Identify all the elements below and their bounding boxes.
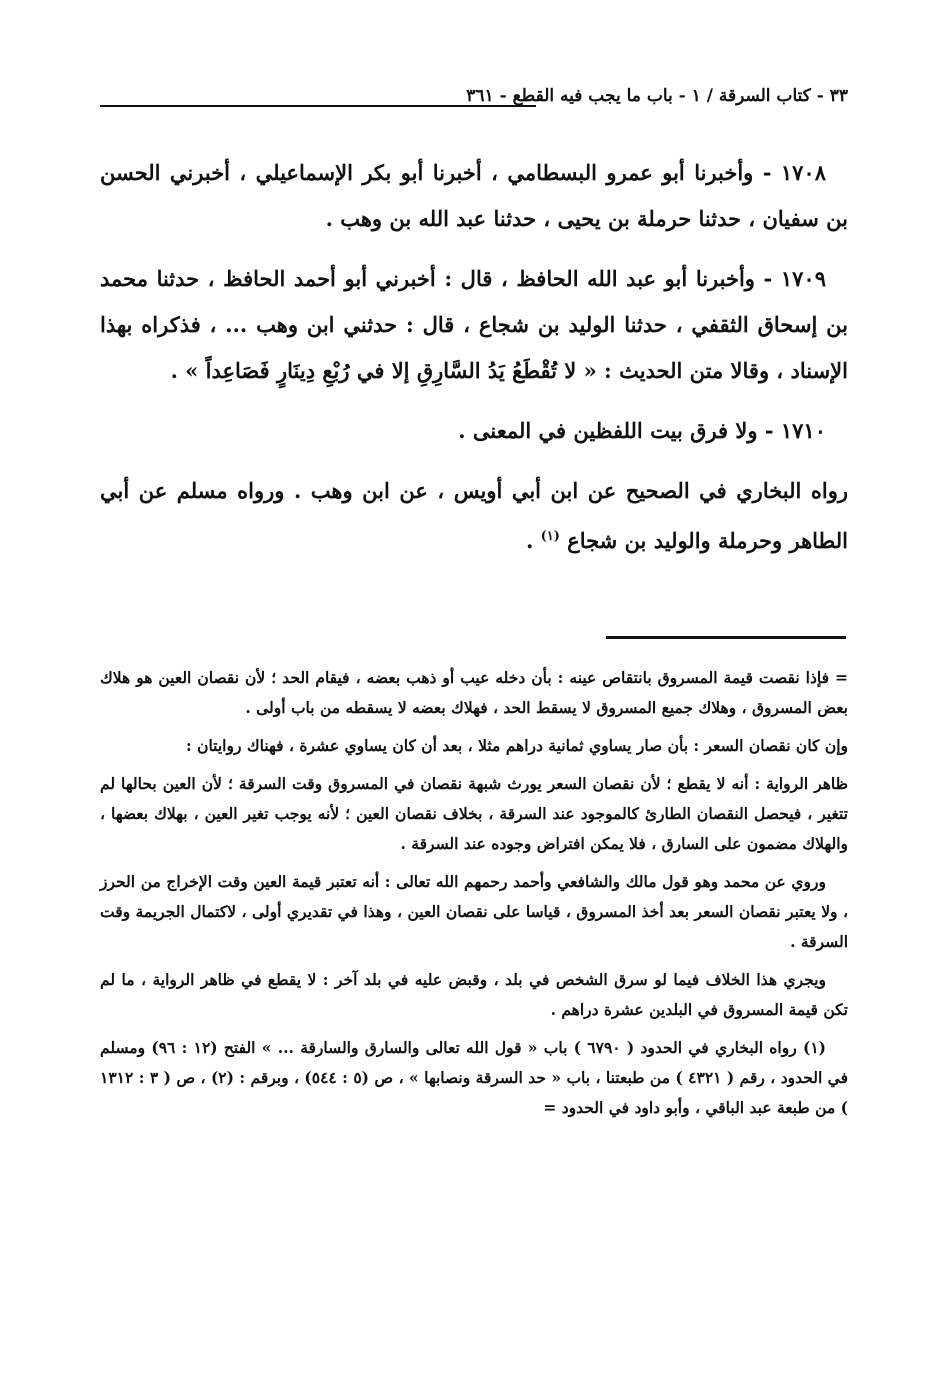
footnote-marker: (١) — [540, 529, 560, 544]
narration-paragraph: رواه البخاري في الصحيح عن ابن أبي أويس ، عن ابن وهب . ورواه مسلم عن أبي الطاهر وحرملة والوليد بن شجاع $^{(١)}$ . — [100, 478, 848, 553]
narration-text: رواه البخاري في الصحيح عن ابن أبي أويس ، عن ابن وهب . ورواه مسلم عن أبي الطاهر وحرملة والوليد بن شجاع — [100, 478, 848, 553]
footnote-separator — [606, 636, 846, 639]
header-rule — [100, 105, 536, 107]
hadith-1710: ١٧١٠ - ولا فرق بيت اللفظين في المعنى . — [458, 418, 826, 443]
hadith-1709: ١٧٠٩ - وأخبرنا أبو عبد الله الحافظ ، قال : أخبرني أبو أحمد الحافظ ، حدثنا محمد بن إسحاق الثقفي ، حدثنا الوليد بن شجاع ، قال : حدثني ابن وهب ... ، فذكراه بهذا الإسناد ، وقالا متن الحديث : « لا تُقْطَعُ يَدُ السَّارِقِ إلا في رُبْعِ دِينَارٍ فَصَاعِداً » . — [100, 266, 849, 383]
footnotes — [100, 663, 848, 1131]
footnote-paragraph: ظاهر الرواية : أنه لا يقطع ؛ لأن نقصان السعر يورث شبهة نقصان في المسروق وقت السرقة ؛ لأن العين بحالها لم تتغير ، فيحصل النقصان الطارئ كالموجود عند السرقة ، بخلاف نقصان العين ؛ لأنه يوجب تغير العين ، بهلاك بعضها ، والهلاك مضمون على السارق ، فلا يمكن افتراض وجوده عند السرقة . — [100, 774, 848, 853]
footnote-paragraph: وإن كان نقصان السعر : بأن صار يساوي ثمانية دراهم مثلا ، بعد أن كان يساوي عشرة ، فهناك روايتان : — [185, 736, 848, 755]
footnote-continuation: = فإذا نقصت قيمة المسروق بانتقاص عينه : بأن دخله عيب أو ذهب بعضه ، فيقام الحد ؛ لأن نقصان العين هو هلاك بعض المسروق ، وهلاك جميع المسروق لا يسقط الحد ، فهلاك بعضه لا يسقطه من باب أولى . — [100, 668, 848, 717]
main-text — [100, 150, 848, 564]
footnote-paragraph: وروي عن محمد وهو قول مالك والشافعي وأحمد رحمهم الله تعالى : أنه تعتبر قيمة العين وقت الإخراج من الحرز ، ولا يعتبر نقصان السعر بعد أخذ المسروق ، قياسا على نقصان العين ، وهذا في تقديري أولى ، لاكتمال الجريمة وقت السرقة . — [100, 872, 848, 951]
footnote-1: (١) رواه البخاري في الحدود ( ٦٧٩٠ ) باب « قول الله تعالى والسارق والسارقة ... » الفتح (١٢ : ٩٦) ومسلم في الحدود ، رقم ( ٤٣٢١ ) من طبعتنا ، باب « حد السرقة ونصابها » ، ص (٥ : ٥٤٤) ، وبرقم : (٢) ، ص ( ٣ : ١٣١٢ ) من طبعة عبد الباقي ، وأبو داود في الحدود = — [100, 1038, 849, 1117]
footnote-paragraph: ويجري هذا الخلاف فيما لو سرق الشخص في بلد ، وقبض عليه في بلد آخر : لا يقطع في ظاهر الرواية ، ما لم تكن قيمة المسروق في البلدين عشرة دراهم . — [100, 970, 848, 1019]
hadith-1708: ١٧٠٨ - وأخبرنا أبو عمرو البسطامي ، أخبرنا أبو بكر الإسماعيلي ، أخبرني الحسن بن سفيان ، حدثنا حرملة بن يحيى ، حدثنا عبد الله بن وهب . — [100, 160, 848, 231]
running-header: ٣٣ - كتاب السرقة / ١ - باب ما يجب فيه القطع - ٣٦١ — [466, 86, 848, 106]
